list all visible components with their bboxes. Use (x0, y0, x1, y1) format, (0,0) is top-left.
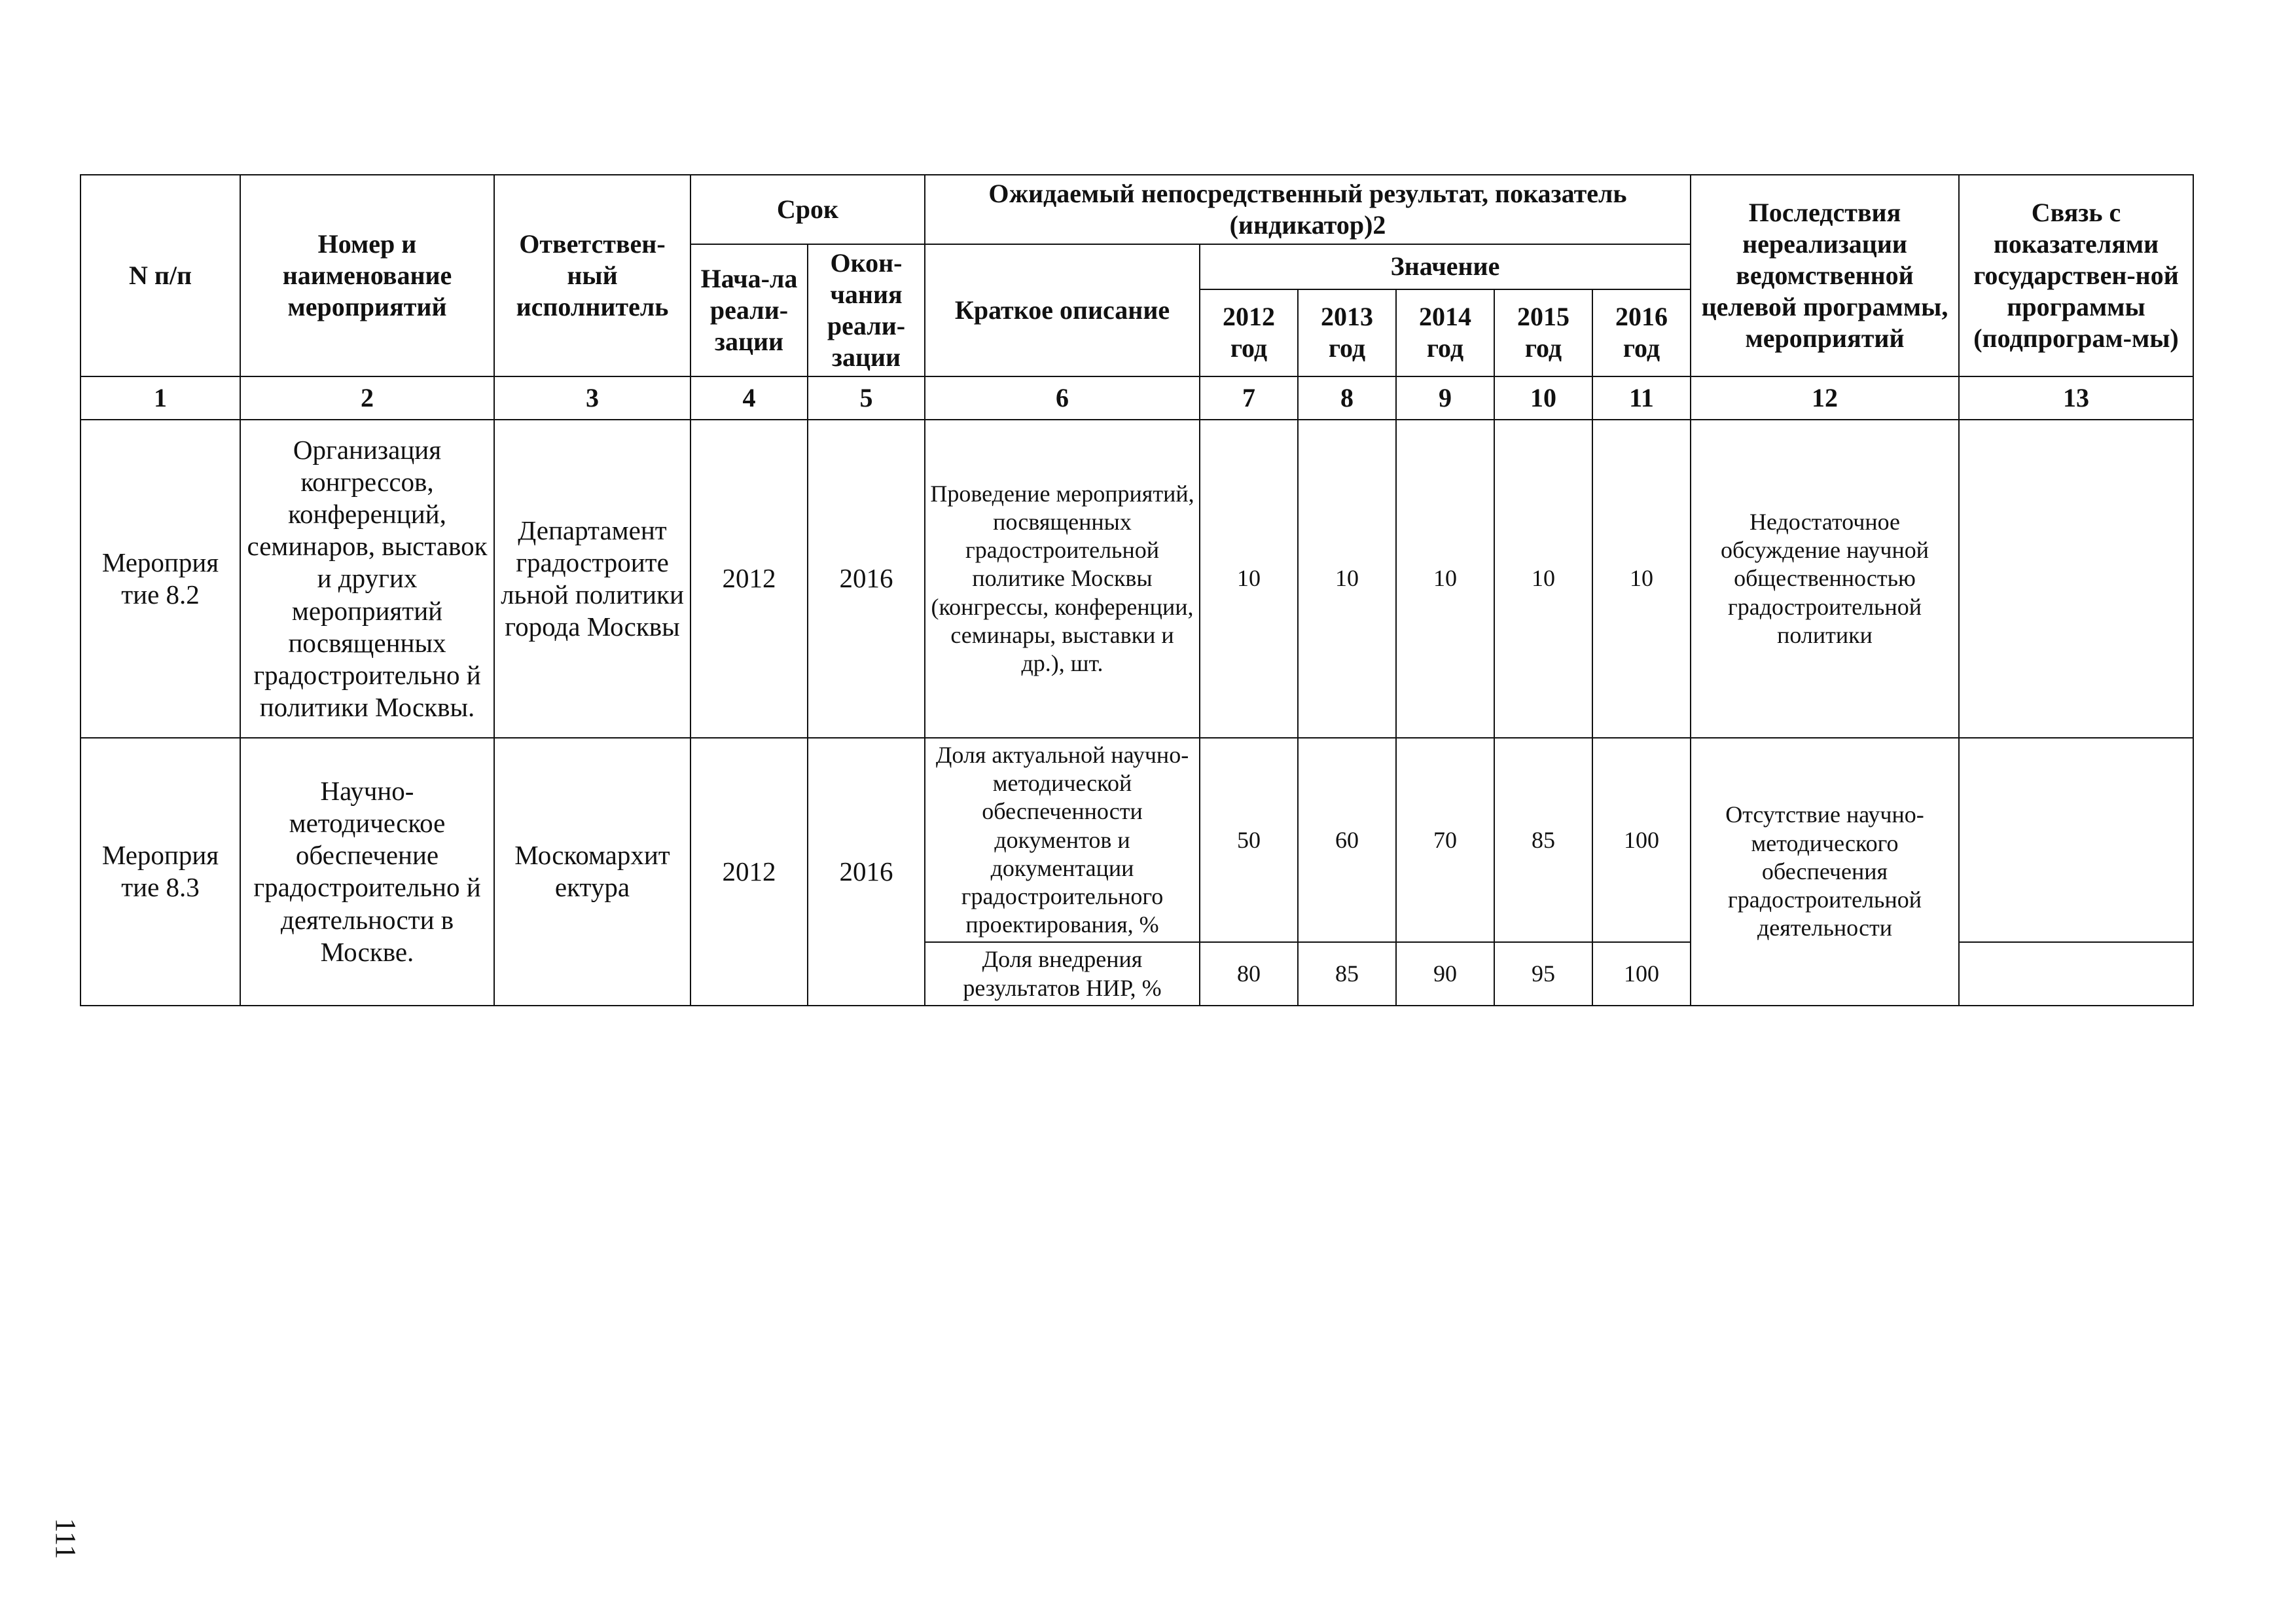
activity-start-year: 2012 (691, 420, 808, 738)
activity-end-year: 2016 (808, 738, 925, 1006)
indicator-description: Доля актуальной научно-методической обеспеченности документов и документации градостроительного проектирования, % (925, 738, 1200, 942)
activity-name: Научно-методическое обеспечение градостроительно й деятельности в Москве. (240, 738, 494, 1006)
indicator-value: 100 (1592, 942, 1691, 1005)
column-number: 8 (1298, 376, 1396, 420)
header-year: 2016 год (1592, 289, 1691, 376)
activity-responsible: Департамент градостроите льной политики города Москвы (494, 420, 691, 738)
indicator-value: 10 (1396, 420, 1494, 738)
activity-responsible: Москомархит ектура (494, 738, 691, 1006)
activity-consequences: Недостаточное обсуждение научной общественностью градостроительной политики (1691, 420, 1959, 738)
activity-program-link (1959, 738, 2193, 942)
header-start: Нача-ла реали-зации (691, 244, 808, 376)
indicator-value: 50 (1200, 738, 1298, 942)
column-number: 7 (1200, 376, 1298, 420)
header-term: Срок (691, 175, 925, 244)
indicator-value: 95 (1494, 942, 1592, 1005)
indicator-value: 10 (1298, 420, 1396, 738)
activity-consequences: Отсутствие научно-методического обеспечения градостроительной деятельности (1691, 738, 1959, 1006)
indicator-value: 85 (1298, 942, 1396, 1005)
header-no: N п/п (81, 175, 240, 376)
activity-program-link (1959, 420, 2193, 738)
column-number-row (81, 376, 2193, 420)
column-number: 13 (1959, 376, 2193, 420)
indicator-value: 85 (1494, 738, 1592, 942)
column-number: 4 (691, 376, 808, 420)
header-value: Значение (1200, 244, 1691, 289)
page-number: 111 (50, 1518, 82, 1559)
indicator-value: 100 (1592, 738, 1691, 942)
indicator-value: 60 (1298, 738, 1396, 942)
header-year: 2015 год (1494, 289, 1592, 376)
indicator-value: 70 (1396, 738, 1494, 942)
header-name: Номер и наименование мероприятий (240, 175, 494, 376)
indicator-value: 10 (1592, 420, 1691, 738)
indicator-description: Доля внедрения результатов НИР, % (925, 942, 1200, 1005)
column-number: 11 (1592, 376, 1691, 420)
activities-table (80, 174, 2194, 1006)
header-link: Связь с показателями государствен-ной программы (подпрограм-мы) (1959, 175, 2193, 376)
header-year: 2014 год (1396, 289, 1494, 376)
header-year: 2012 год (1200, 289, 1298, 376)
column-number: 3 (494, 376, 691, 420)
column-number: 5 (808, 376, 925, 420)
column-number: 12 (1691, 376, 1959, 420)
activity-number: Мероприя тие 8.2 (81, 420, 240, 738)
column-number: 10 (1494, 376, 1592, 420)
activity-name: Организация конгрессов, конференций, семинаров, выставок и других мероприятий посвященных градостроительно й политики Москвы. (240, 420, 494, 738)
column-number: 2 (240, 376, 494, 420)
column-number: 1 (81, 376, 240, 420)
column-number: 9 (1396, 376, 1494, 420)
header-responsible: Ответствен-ный исполнитель (494, 175, 691, 376)
table-row (81, 738, 2193, 942)
activity-program-link (1959, 942, 2193, 1005)
header-brief: Краткое описание (925, 244, 1200, 376)
activity-start-year: 2012 (691, 738, 808, 1006)
indicator-description: Проведение мероприятий, посвященных градостроительной политике Москвы (конгрессы, конференции, семинары, выставки и др.), шт. (925, 420, 1200, 738)
indicator-value: 90 (1396, 942, 1494, 1005)
indicator-value: 10 (1200, 420, 1298, 738)
column-number: 6 (925, 376, 1200, 420)
header-consequences: Последствия нереализации ведомственной целевой программы, мероприятий (1691, 175, 1959, 376)
indicator-value: 80 (1200, 942, 1298, 1005)
activity-end-year: 2016 (808, 420, 925, 738)
activity-number: Мероприя тие 8.3 (81, 738, 240, 1006)
indicator-value: 10 (1494, 420, 1592, 738)
header-end: Окон-чания реали-зации (808, 244, 925, 376)
header-expected: Ожидаемый непосредственный результат, показатель (индикатор)2 (925, 175, 1691, 244)
header-year: 2013 год (1298, 289, 1396, 376)
table-row (81, 420, 2193, 738)
